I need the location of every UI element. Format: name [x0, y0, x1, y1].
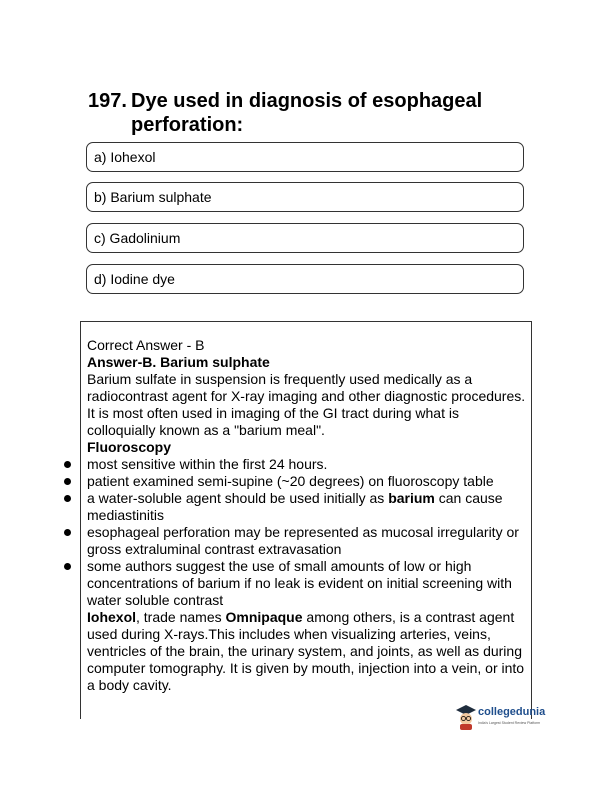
correct-answer-label: Correct Answer - B — [87, 337, 205, 353]
logo-tagline: India's Largest Student Review Platform — [478, 721, 541, 725]
iohexol-text: among others, is a contrast agent used during X-rays.This includes when visualizing arteries, veins, ventricles of the brain, the urinary system, and joints, as well as during computer tomography. It is given by mouth, injection into a vein, or into a body cavity. — [87, 609, 525, 693]
bullet-icon — [64, 461, 71, 468]
bullet-icon — [64, 495, 71, 502]
option-a[interactable]: a) Iohexol — [86, 142, 524, 172]
list-item-text: can cause mediastinitis — [87, 490, 503, 523]
option-b[interactable]: b) Barium sulphate — [86, 182, 524, 212]
list-item — [87, 490, 529, 524]
option-d[interactable]: d) Iodine dye — [86, 264, 524, 294]
list-item — [87, 456, 529, 473]
logo-wordmark: collegedunia — [478, 706, 546, 718]
bullet-icon — [64, 529, 71, 536]
list-item-text: most sensitive within the first 24 hours. — [87, 456, 328, 472]
fluoroscopy-list — [87, 456, 529, 609]
list-item-text: a water-soluble agent should be used initially as — [87, 490, 389, 506]
option-c[interactable]: c) Gadolinium — [86, 223, 524, 253]
list-item — [87, 524, 529, 558]
list-item — [87, 473, 529, 490]
list-item-text: some authors suggest the use of small amounts of low or high concentrations of barium if no leak is evident on initial screening with water soluble contrast — [87, 558, 512, 608]
iohexol-term: Iohexol — [87, 609, 137, 625]
list-item-emphasis: barium — [388, 490, 435, 506]
omnipaque-term: Omnipaque — [225, 609, 303, 625]
answer-heading: Answer-B. Barium sulphate — [87, 354, 270, 370]
bullet-icon — [64, 478, 71, 485]
iohexol-text: , trade names — [136, 609, 226, 625]
answer-paragraph-1: Barium sulfate in suspension is frequently used medically as a radiocontrast agent for X-ray imaging and other diagnostic procedures. — [87, 371, 526, 404]
list-item-text: esophageal perforation may be represented as mucosal irregularity or gross extraluminal contrast extravasation — [87, 524, 519, 557]
list-item — [87, 558, 529, 609]
question-text: Dye used in diagnosis of esophageal perforation: — [131, 90, 483, 136]
list-item-text: patient examined semi-supine (~20 degrees) on fluoroscopy table — [87, 473, 494, 489]
graduate-mascot-icon — [455, 704, 477, 730]
answer-paragraph-2: It is most often used in imaging of the GI tract during what is colloquially known as a "barium meal". — [87, 405, 459, 438]
answer-content — [87, 337, 529, 694]
question-number: 197. — [88, 90, 127, 112]
bullet-icon — [64, 563, 71, 570]
fluoroscopy-heading: Fluoroscopy — [87, 439, 172, 455]
iohexol-paragraph — [87, 609, 529, 694]
collegedunia-logo — [455, 702, 547, 736]
